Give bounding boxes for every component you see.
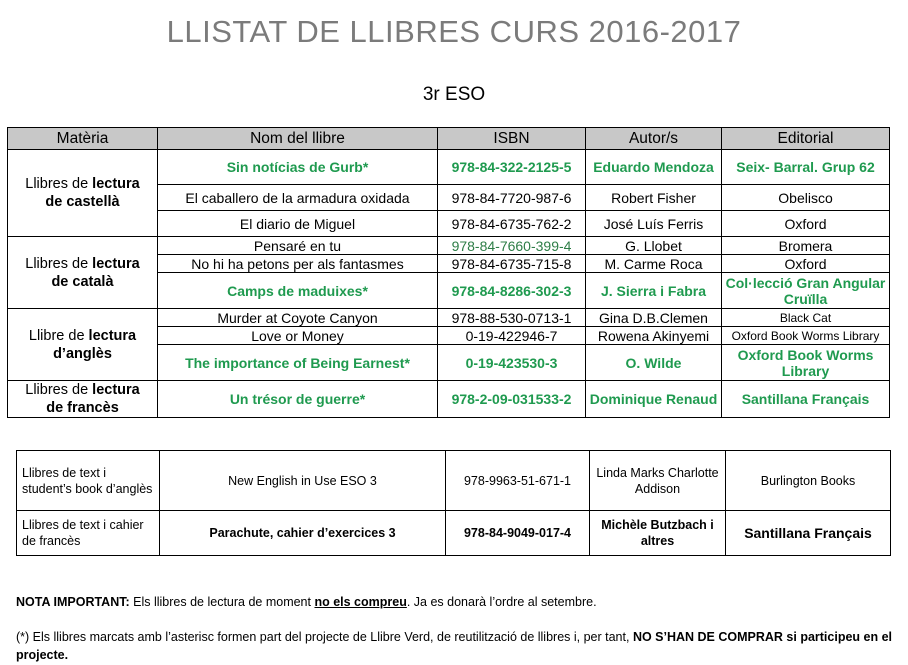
book-isbn: 0-19-422946-7 [438,327,586,345]
book-isbn: 978-88-530-0713-1 [438,309,586,327]
book-title: The importance of Being Earnest* [158,345,438,381]
subject-cell-angles [8,309,158,381]
book-publisher: Seix- Barral. Grup 62 [722,150,890,185]
book-isbn: 978-84-7660-399-4 [438,237,586,255]
book-title: No hi ha petons per als fantasmes [158,255,438,273]
textbook-publisher: Santillana Français [726,511,891,556]
book-author: G. Llobet [586,237,722,255]
table-row [8,150,890,185]
book-title: Pensaré en tu [158,237,438,255]
book-author: Rowena Akinyemi [586,327,722,345]
book-isbn: 978-84-322-2125-5 [438,150,586,185]
subject-bold: lectura [92,176,140,192]
asterisk-note [16,628,896,664]
table-header-row [8,128,890,150]
book-isbn: 978-84-6735-762-2 [438,211,586,237]
book-title: Un trésor de guerre* [158,381,438,418]
subject-prefix: Llibres de [25,382,93,398]
subject-bold: lectura [92,255,140,272]
table-row [8,381,890,418]
subject-bold: lectura [92,382,140,398]
book-publisher: Black Cat [722,309,890,327]
book-title: Murder at Coyote Canyon [158,309,438,327]
book-isbn: 978-2-09-031533-2 [438,381,586,418]
subject-prefix: Llibres de [25,255,93,272]
textbook-publisher: Burlington Books [726,451,891,511]
book-isbn: 978-84-6735-715-8 [438,255,586,273]
book-author: Gina D.B.Clemen [586,309,722,327]
book-publisher: Obelisco [722,185,890,211]
book-title: Love or Money [158,327,438,345]
book-publisher: Oxford [722,255,890,273]
book-publisher: Oxford Book Worms Library [722,345,890,381]
book-author: Eduardo Mendoza [586,150,722,185]
header-isbn: ISBN [438,128,586,150]
header-author: Autor/s [586,128,722,150]
important-note [16,593,896,611]
textbook-title: New English in Use ESO 3 [160,451,446,511]
note-text-end: . Ja es donarà l’ordre al setembre. [406,595,597,609]
book-author: J. Sierra i Fabra [586,273,722,309]
table-row [17,451,891,511]
table-row [17,511,891,556]
book-title: Sin notícias de Gurb* [158,150,438,185]
reading-books-table [7,127,890,418]
book-publisher: Col·lecció Gran Angular Cruïlla [722,273,890,309]
textbook-author: Michèle Butzbach i altres [590,511,726,556]
book-isbn: 0-19-423530-3 [438,345,586,381]
header-subject: Matèria [8,128,158,150]
book-isbn: 978-84-7720-987-6 [438,185,586,211]
book-publisher: Santillana Français [722,381,890,418]
book-isbn: 978-84-8286-302-3 [438,273,586,309]
book-title: Camps de maduixes* [158,273,438,309]
textbook-title: Parachute, cahier d’exercices 3 [160,511,446,556]
textbook-subject: Llibres de text i student’s book d’anglès [17,451,160,511]
textbook-isbn: 978-9963-51-671-1 [446,451,590,511]
subject-prefix: Llibres de [25,176,93,192]
note-label: NOTA IMPORTANT: [16,595,130,609]
textbooks-table [16,450,891,556]
page-title: LLISTAT DE LLIBRES CURS 2016-2017 [166,14,742,49]
subject-suffix: de francès [46,400,119,416]
page-subtitle: 3r ESO [422,84,486,105]
book-publisher: Oxford [722,211,890,237]
book-author: Robert Fisher [586,185,722,211]
note-text: Els llibres de lectura de moment [129,595,315,609]
book-author: Dominique Renaud [586,381,722,418]
asterisk-note-bold: NO S’HAN DE COMPRAR si participeu en el projecte. [16,630,893,662]
table-row [8,237,890,255]
textbook-author: Linda Marks Charlotte Addison [590,451,726,511]
asterisk-note-text: (*) Els llibres marcats amb l’asterisc formen part del projecte de Llibre Verd, de reutilització de llibres i, per tant, [16,630,633,644]
subject-bold: lectura [88,327,137,344]
subject-cell-catala [8,237,158,309]
book-author: O. Wilde [586,345,722,381]
textbook-subject: Llibres de text i cahier de francès [17,511,160,556]
subject-suffix: de català [51,273,114,290]
book-publisher: Bromera [722,237,890,255]
header-publisher: Editorial [722,128,890,150]
book-title: El caballero de la armadura oxidada [158,185,438,211]
book-author: M. Carme Roca [586,255,722,273]
header-title: Nom del llibre [158,128,438,150]
book-publisher: Oxford Book Worms Library [722,327,890,345]
subject-cell-castella [8,150,158,237]
book-author: José Luís Ferris [586,211,722,237]
subject-suffix: de castellà [45,194,120,210]
book-title: El diario de Miguel [158,211,438,237]
subject-suffix: d’anglès [53,345,112,362]
textbook-isbn: 978-84-9049-017-4 [446,511,590,556]
table-row [8,309,890,327]
note-emphasis: no els compreu [314,595,407,609]
subject-prefix: Llibre de [28,327,89,344]
subject-cell-frances [8,381,158,418]
